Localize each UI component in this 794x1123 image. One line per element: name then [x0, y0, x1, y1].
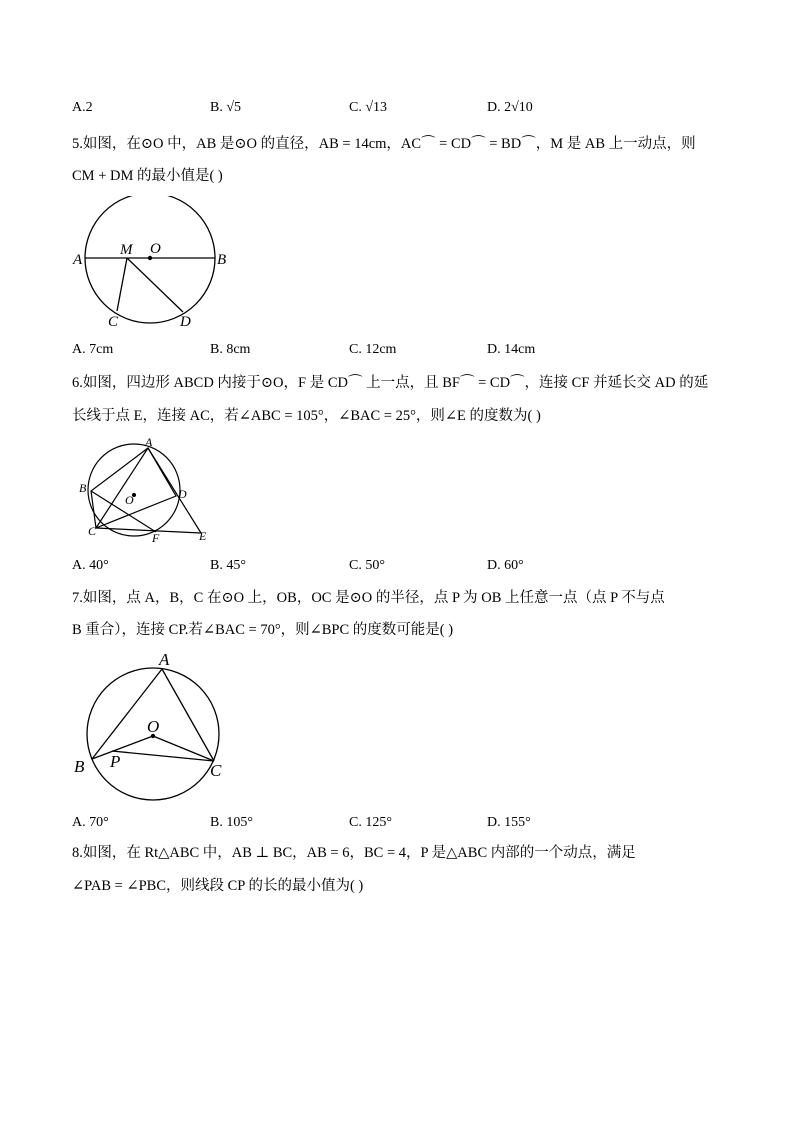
q5-label-m: M	[120, 242, 133, 258]
q4-option-a: A.2	[72, 100, 93, 115]
q6-figure	[72, 436, 222, 548]
q7-option-a: A. 70°	[72, 815, 109, 830]
q5-option-b: B. 8cm	[210, 342, 251, 357]
q6-label-e: E	[199, 529, 207, 543]
q7-option-d: D. 155°	[487, 815, 531, 830]
q5-label-d: D	[180, 314, 191, 330]
q5-stem-line2: CM + DM 的最小值是( )	[72, 168, 223, 184]
q5-label-c: C	[108, 314, 119, 330]
q7-stem-line2: B 重合），连接 CP.若∠BAC = 70°，则∠BPC 的度数可能是( )	[72, 622, 454, 638]
q5-option-c: C. 12cm	[349, 342, 397, 357]
q4-option-b: B. √5	[210, 100, 242, 115]
q6-label-a: A	[145, 436, 153, 449]
q5-figure	[70, 196, 240, 332]
q6-segment-ae	[148, 448, 201, 533]
q8-stem-line1: 8.如图，在 Rt△ABC 中，AB ⊥ BC，AB = 6，BC = 4，P 是△ABC 内部的一个动点，满足	[72, 845, 636, 861]
q6-circle	[88, 444, 180, 536]
q7-label-b: B	[74, 757, 85, 776]
q6-stem-line1: 6.如图，四边形 ABCD 内接于⊙O，F 是 CD⌒ 上一点，且 BF⌒ = CD⌒，连接 CF 并延长交 AD 的延	[72, 375, 709, 391]
q6-option-c: C. 50°	[349, 558, 385, 573]
q7-stem-line1: 7.如图，点 A，B，C 在⊙O 上，OB，OC 是⊙O 的半径，点 P 为 OB 上任意一点（点 P 不与点	[72, 590, 665, 606]
q6-label-b: B	[79, 481, 87, 495]
q5-label-b: B	[217, 252, 227, 268]
q7-option-c: C. 125°	[349, 815, 392, 830]
q5-label-o: O	[150, 241, 161, 257]
q8-stem-line2: ∠PAB = ∠PBC，则线段 CP 的长的最小值为( )	[72, 878, 364, 894]
q5-stem-line1: 5.如图，在⊙O 中，AB 是⊙O 的直径，AB = 14cm，AC⌒ = CD⌒ = BD⌒，M 是 AB 上一动点，则	[72, 136, 696, 152]
q7-radius-oc	[153, 736, 214, 761]
q7-label-a: A	[159, 650, 170, 669]
q4-option-d: D. 2√10	[487, 100, 533, 115]
q6-option-b: B. 45°	[210, 558, 246, 573]
q7-figure	[70, 646, 230, 806]
q7-segment-pc	[112, 751, 214, 761]
q5-option-d: D. 14cm	[487, 342, 536, 357]
q6-label-f: F	[152, 531, 160, 545]
q7-chord-ac	[162, 669, 214, 761]
q4-option-c: C. √13	[349, 100, 388, 115]
q7-option-b: B. 105°	[210, 815, 253, 830]
q6-option-d: D. 60°	[487, 558, 524, 573]
q6-label-d: D	[178, 487, 187, 501]
q6-label-c: C	[88, 524, 97, 538]
q6-diagonal-ac	[96, 448, 148, 528]
q6-label-o: O	[125, 493, 134, 507]
q7-label-o: O	[147, 717, 160, 736]
q5-option-a: A. 7cm	[72, 342, 114, 357]
q5-segment-mc	[117, 258, 127, 311]
q6-stem-line2: 长线于点 E，连接 AC，若∠ABC = 105°，∠BAC = 25°，则∠E 的度数为( )	[72, 408, 541, 424]
q7-label-c: C	[210, 761, 222, 780]
q5-label-a: A	[73, 252, 83, 268]
q5-segment-md	[127, 258, 183, 312]
q6-option-a: A. 40°	[72, 558, 109, 573]
q7-label-p: P	[110, 752, 121, 771]
